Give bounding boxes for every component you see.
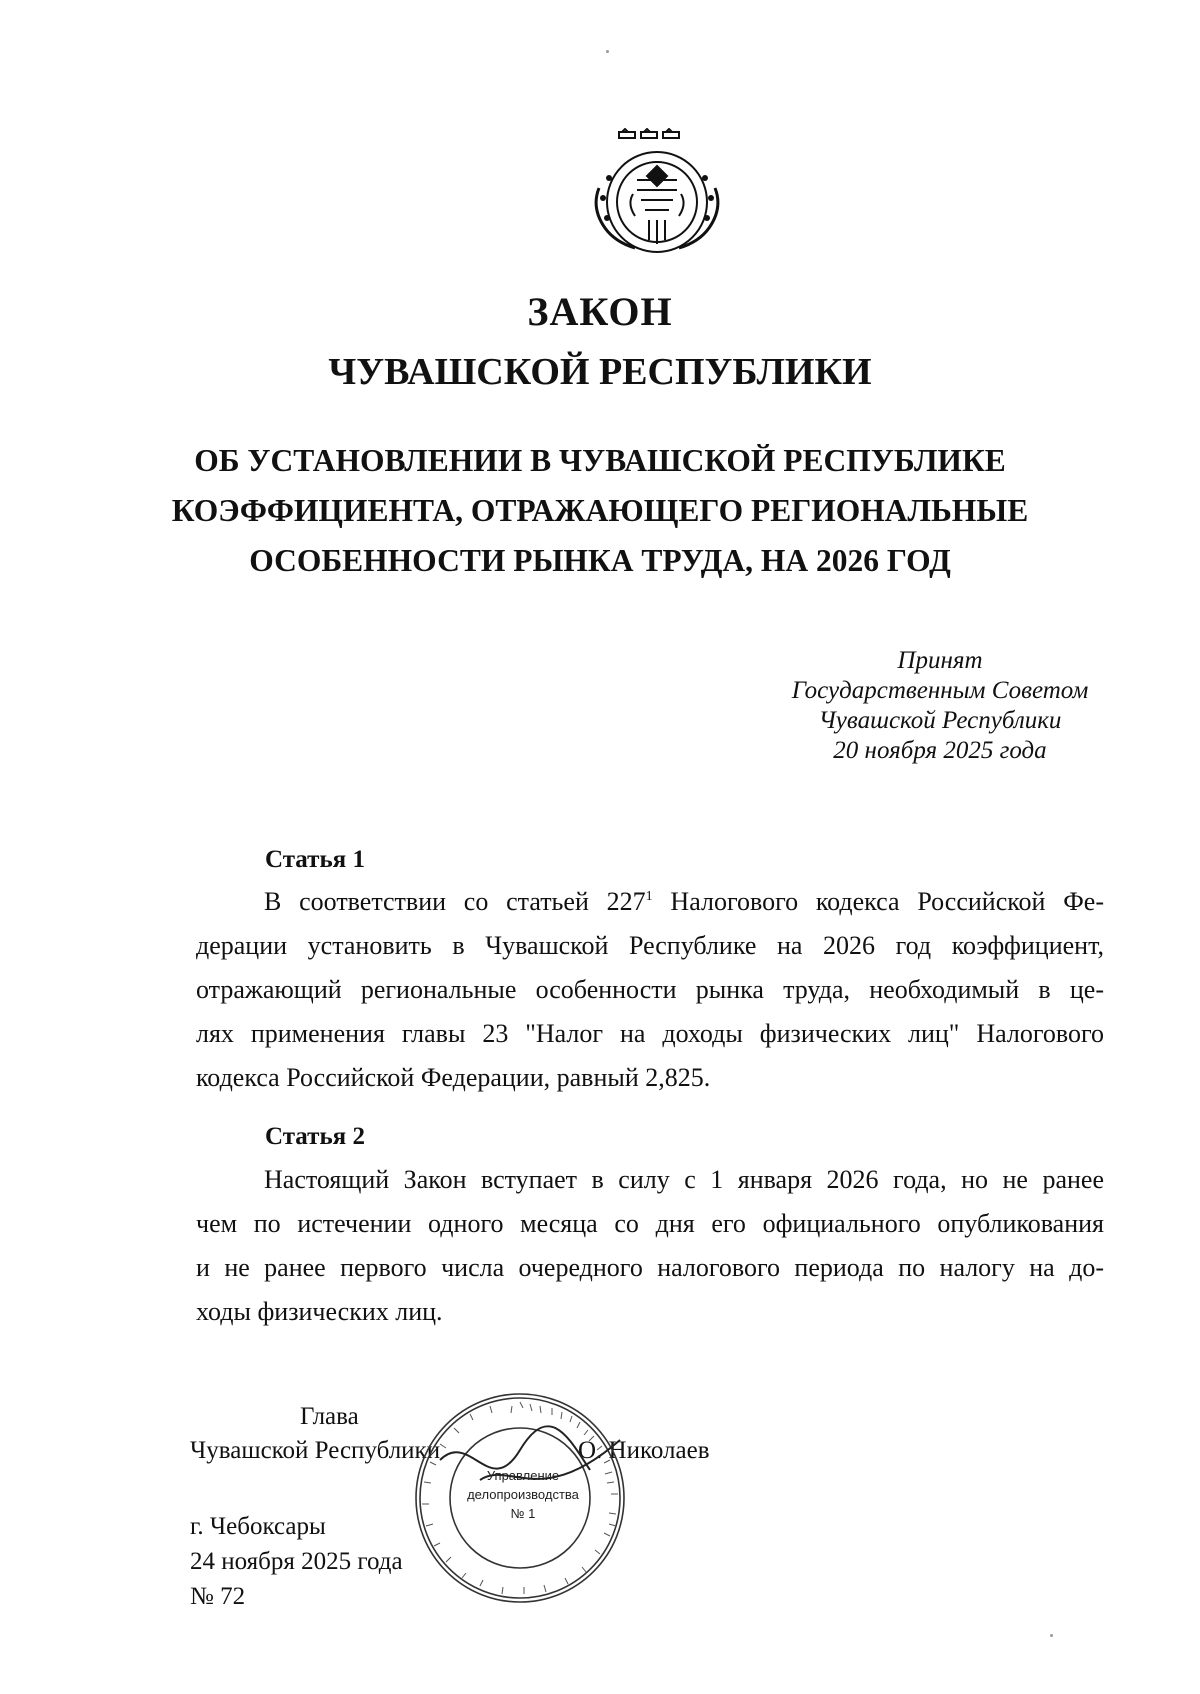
handwritten-signature (420, 1420, 640, 1540)
signatory-title: Глава (300, 1403, 359, 1430)
article-1-title: Статья 1 (265, 846, 365, 873)
stamp-line: делопроизводства (467, 1487, 579, 1502)
law-number: № 72 (190, 1583, 246, 1610)
article-1-line: кодекса Российской Федерации, равный 2,825. (196, 1063, 711, 1092)
text-fragment: В соответствии со статьей 227 (264, 887, 646, 916)
subtitle-line: ОБ УСТАНОВЛЕНИИ В ЧУВАШСКОЙ РЕСПУБЛИКЕ (194, 443, 1006, 478)
article-1-line: лях применения главы 23 "Налог на доходы физических лиц" Налогового (196, 1019, 1104, 1048)
article-2-line: и не ранее первого числа очередного налогового периода по налогу на до- (196, 1253, 1104, 1282)
article-2-line: чем по истечении одного месяца со дня его официального опубликования (196, 1209, 1104, 1238)
article-2-text (196, 1158, 1104, 1334)
adoption-note (760, 646, 1120, 766)
article-1-line (196, 880, 1104, 924)
law-title: ЗАКОН (527, 289, 673, 334)
law-subtitle (140, 436, 1060, 586)
article-2-title: Статья 2 (265, 1123, 365, 1150)
adoption-line: Государственным Советом (791, 677, 1089, 704)
signatory-republic: Чувашской Республики (190, 1437, 441, 1464)
scan-speck (1050, 1634, 1053, 1637)
adoption-line: Принят (897, 647, 983, 674)
article-2-line: ходы физических лиц. (196, 1297, 443, 1326)
article-1-line: дерации установить в Чувашской Республике на 2026 год коэффициент, (196, 931, 1104, 960)
text-fragment: Налогового кодекса Российской Фе- (652, 887, 1104, 916)
subtitle-line: ОСОБЕННОСТИ РЫНКА ТРУДА, НА 2026 ГОД (249, 543, 951, 578)
article-2-line: Настоящий Закон вступает в силу с 1 января 2026 года, но не ранее (264, 1165, 1104, 1194)
adoption-line: Чувашской Республики (818, 707, 1062, 734)
stamp-line: № 1 (510, 1506, 536, 1521)
coat-of-arms-emblem (589, 128, 725, 260)
subtitle-line: КОЭФФИЦИЕНТА, ОТРАЖАЮЩЕГО РЕГИОНАЛЬНЫЕ (171, 493, 1029, 528)
signing-place: г. Чебоксары (190, 1513, 326, 1540)
article-1-line: отражающий региональные особенности рынка труда, необходимый в це- (196, 975, 1104, 1004)
signatory-name: О. Николаев (578, 1437, 710, 1464)
article-1-text (196, 880, 1104, 1100)
stamp-line: Управление (486, 1468, 560, 1483)
law-republic-title: ЧУВАШСКОЙ РЕСПУБЛИКИ (328, 351, 872, 393)
scan-speck (606, 50, 609, 53)
signing-date: 24 ноября 2025 года (190, 1548, 403, 1575)
superscript: 1 (645, 889, 653, 904)
adoption-line: 20 ноября 2025 года (833, 737, 1047, 764)
